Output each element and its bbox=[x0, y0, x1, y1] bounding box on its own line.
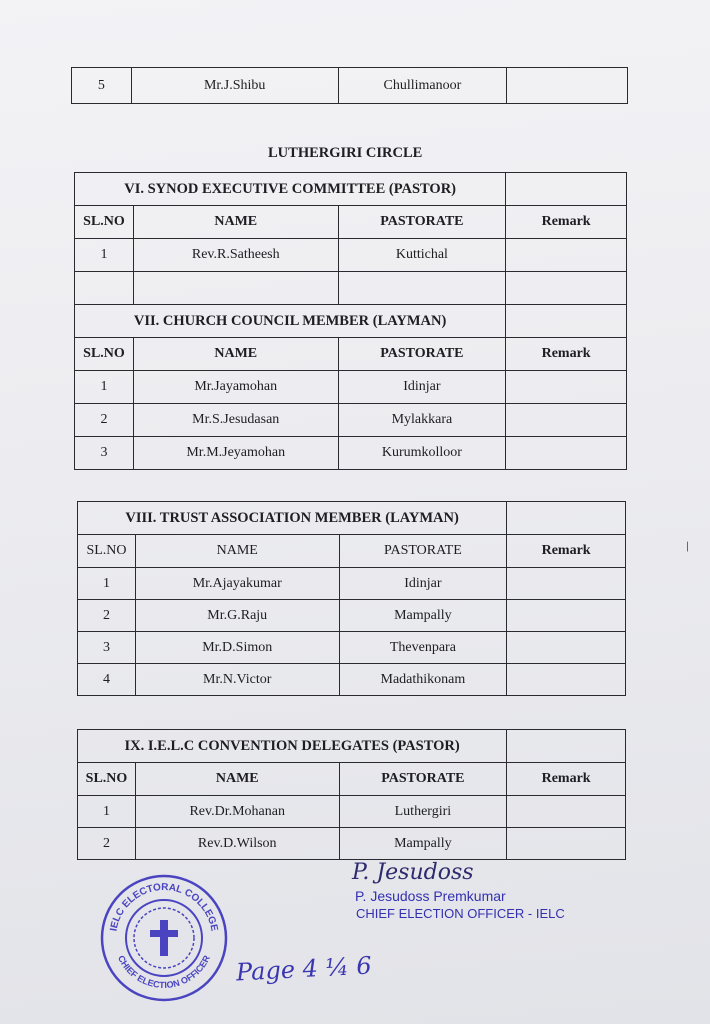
table-header-row bbox=[75, 338, 627, 371]
name-cell bbox=[133, 272, 338, 305]
remark-cell bbox=[506, 437, 627, 470]
signature bbox=[352, 860, 474, 885]
cross-icon bbox=[150, 920, 178, 956]
stamp-top-text: IELC ELECTORAL COLLEGE bbox=[108, 881, 220, 933]
name-cell: Rev.R.Satheesh bbox=[133, 239, 338, 272]
sl-no-cell: 5 bbox=[72, 68, 132, 104]
sl-no-cell: 1 bbox=[75, 371, 134, 404]
name-cell: Mr.Ajayakumar bbox=[135, 568, 339, 600]
table-row bbox=[78, 828, 626, 860]
table-row bbox=[78, 568, 626, 600]
circle-heading: LUTHERGIRI CIRCLE bbox=[268, 145, 423, 161]
name-cell: Mr.D.Simon bbox=[135, 632, 339, 664]
col-header-pastorate: PASTORATE bbox=[338, 338, 506, 371]
table-section-8 bbox=[77, 501, 626, 696]
sl-no-cell bbox=[75, 272, 134, 305]
table-row bbox=[75, 272, 627, 305]
sl-no-cell: 1 bbox=[75, 239, 134, 272]
officer-title: CHIEF ELECTION OFFICER - IELC bbox=[356, 906, 565, 921]
col-header-slno: SL.NO bbox=[78, 535, 136, 568]
remark-cell bbox=[506, 272, 627, 305]
remark-cell bbox=[507, 568, 626, 600]
col-header-slno: SL.NO bbox=[75, 338, 134, 371]
sl-no-cell: 3 bbox=[75, 437, 134, 470]
pastorate-cell: Mylakkara bbox=[338, 404, 506, 437]
pastorate-cell: Mampally bbox=[339, 600, 507, 632]
name-cell: Mr.N.Victor bbox=[135, 664, 339, 696]
remark-cell bbox=[507, 664, 626, 696]
name-cell: Rev.D.Wilson bbox=[135, 828, 339, 860]
col-header-remark: Remark bbox=[506, 338, 627, 371]
col-header-pastorate: PASTORATE bbox=[339, 535, 507, 568]
pastorate-cell: Chullimanoor bbox=[338, 68, 507, 104]
pastorate-cell: Idinjar bbox=[339, 568, 507, 600]
sl-no-cell: 2 bbox=[78, 600, 136, 632]
table-row bbox=[78, 796, 626, 828]
remark-cell bbox=[507, 828, 626, 860]
table-row bbox=[75, 437, 627, 470]
table-row bbox=[75, 371, 627, 404]
table-header-row bbox=[75, 206, 627, 239]
col-header-remark: Remark bbox=[506, 206, 627, 239]
handwritten-signature: P. Jesudoss bbox=[352, 860, 474, 885]
col-header-name: NAME bbox=[135, 535, 339, 568]
section-8-title: VIII. TRUST ASSOCIATION MEMBER (LAYMAN) bbox=[78, 502, 507, 535]
section-title-row bbox=[75, 173, 627, 206]
remark-cell bbox=[507, 600, 626, 632]
section-6-title: VI. SYNOD EXECUTIVE COMMITTEE (PASTOR) bbox=[75, 173, 506, 206]
remark-cell bbox=[506, 239, 627, 272]
pen-mark: / bbox=[683, 539, 693, 556]
section-title-row bbox=[78, 730, 626, 763]
officer-name: P. Jesudoss Premkumar bbox=[355, 888, 506, 904]
col-header-remark: Remark bbox=[507, 535, 626, 568]
table-row bbox=[75, 239, 627, 272]
sl-no-cell: 3 bbox=[78, 632, 136, 664]
col-header-name: NAME bbox=[133, 206, 338, 239]
table-sections-6-7 bbox=[74, 172, 627, 470]
table-row bbox=[75, 404, 627, 437]
pastorate-cell: Kurumkolloor bbox=[338, 437, 506, 470]
table-row bbox=[72, 68, 628, 104]
remark-cell bbox=[506, 371, 627, 404]
col-header-name: NAME bbox=[135, 763, 339, 796]
name-cell: Mr.J.Shibu bbox=[131, 68, 338, 104]
col-header-slno: SL.NO bbox=[75, 206, 134, 239]
section-title-row bbox=[75, 305, 627, 338]
svg-text:CHIEF ELECTION OFFICER bbox=[116, 953, 212, 990]
col-header-remark: Remark bbox=[507, 763, 626, 796]
table-section-9 bbox=[77, 729, 626, 860]
sl-no-cell: 2 bbox=[78, 828, 136, 860]
section-title-row bbox=[78, 502, 626, 535]
name-cell: Mr.G.Raju bbox=[135, 600, 339, 632]
handwritten-page-note: Page 4 ¼ 6 bbox=[235, 951, 373, 987]
name-cell: Mr.S.Jesudasan bbox=[133, 404, 338, 437]
sl-no-cell: 2 bbox=[75, 404, 134, 437]
pastorate-cell bbox=[338, 272, 506, 305]
official-seal-stamp bbox=[98, 872, 230, 1004]
section-9-title: IX. I.E.L.C CONVENTION DELEGATES (PASTOR) bbox=[78, 730, 507, 763]
pastorate-cell: Luthergiri bbox=[339, 796, 507, 828]
stamp-bottom-text: CHIEF ELECTION OFFICER bbox=[115, 953, 213, 991]
col-header-slno: SL.NO bbox=[78, 763, 136, 796]
name-cell: Mr.M.Jeyamohan bbox=[133, 437, 338, 470]
remark-cell bbox=[507, 632, 626, 664]
table-row bbox=[78, 664, 626, 696]
col-header-name: NAME bbox=[133, 338, 338, 371]
pastorate-cell: Madathikonam bbox=[339, 664, 507, 696]
table-header-row bbox=[78, 535, 626, 568]
sl-no-cell: 1 bbox=[78, 796, 136, 828]
pastorate-cell: Kuttichal bbox=[338, 239, 506, 272]
pastorate-cell: Idinjar bbox=[338, 371, 506, 404]
sl-no-cell: 1 bbox=[78, 568, 136, 600]
col-header-pastorate: PASTORATE bbox=[338, 206, 506, 239]
table-header-row bbox=[78, 763, 626, 796]
section-7-title: VII. CHURCH COUNCIL MEMBER (LAYMAN) bbox=[75, 305, 506, 338]
name-cell: Mr.Jayamohan bbox=[133, 371, 338, 404]
pastorate-cell: Thevenpara bbox=[339, 632, 507, 664]
col-header-pastorate: PASTORATE bbox=[339, 763, 507, 796]
table-row bbox=[78, 600, 626, 632]
remark-cell bbox=[506, 404, 627, 437]
sl-no-cell: 4 bbox=[78, 664, 136, 696]
table-row bbox=[78, 632, 626, 664]
table-top-continuation bbox=[71, 67, 628, 104]
remark-cell bbox=[507, 796, 626, 828]
name-cell: Rev.Dr.Mohanan bbox=[135, 796, 339, 828]
pastorate-cell: Mampally bbox=[339, 828, 507, 860]
remark-cell bbox=[507, 68, 628, 104]
